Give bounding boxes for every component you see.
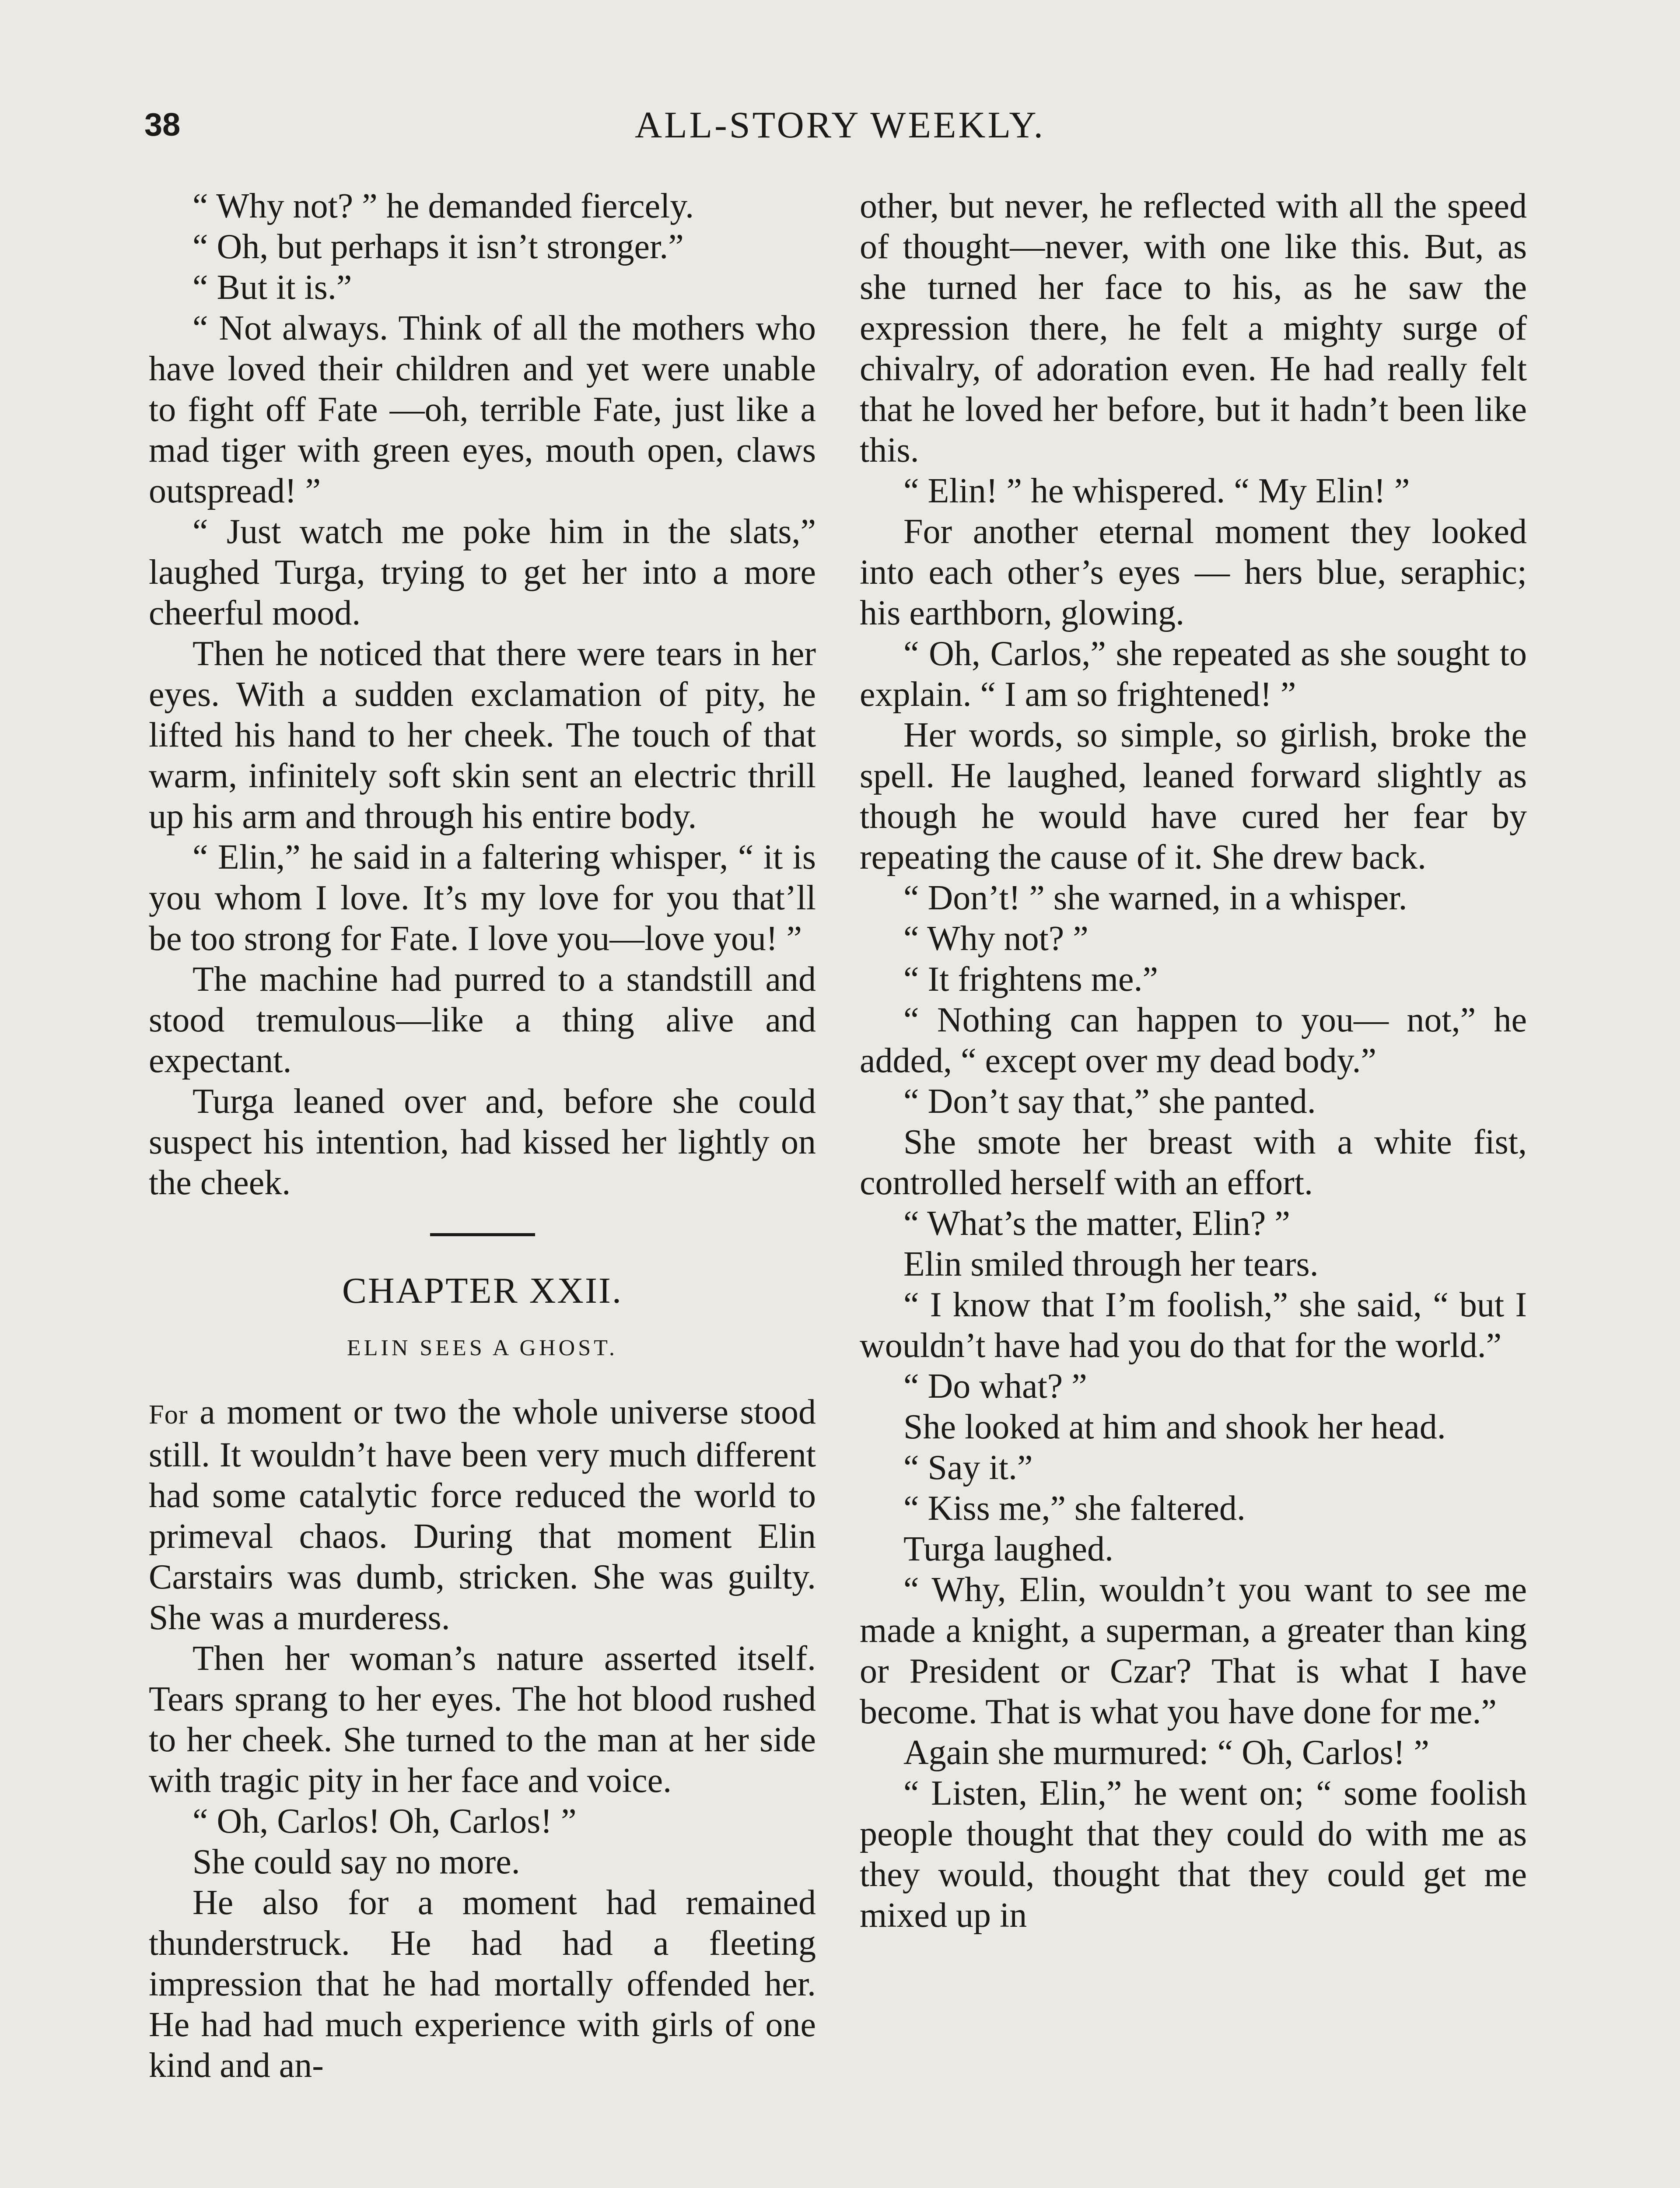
paragraph: “ Oh, Carlos,” she repeated as she sought to explain. “ I am so frightened! ” [860, 635, 1527, 714]
paragraph: “ Why not? ” [903, 919, 1088, 958]
paragraph: Again she murmured: “ Oh, Carlos! ” [903, 1733, 1429, 1772]
chapter-divider [430, 1233, 535, 1236]
paragraph: “ Why not? ” he demanded fiercely. [192, 187, 694, 225]
paragraph: Her words, so simple, so girlish, broke the spell. He laughed, leaned forward slightly as though he would have cured her fear by repeating the cause of it. She drew back. [860, 716, 1527, 877]
right-column [860, 186, 1527, 1936]
paragraph: “ Don’t! ” she warned, in a whisper. [903, 879, 1407, 917]
running-head [144, 101, 1536, 149]
paragraph: “ Not always. Think of all the mothers who have loved their children and yet were unable to fight off Fate —oh, terrible Fate, just like a mad tiger with green eyes, mouth open, claws outspread! ” [149, 309, 816, 510]
paragraph: Elin smiled through her tears. [903, 1245, 1319, 1283]
paragraph: “ Do what? ” [903, 1367, 1087, 1406]
paragraph: Turga leaned over and, before she could suspect his intention, had kissed her lightly on the cheek. [149, 1082, 816, 1202]
paragraph: Then her woman’s nature asserted itself. Tears sprang to her eyes. The hot blood rushed to her cheek. She turned to the man at her side with tragic pity in her face and voice. [149, 1639, 816, 1800]
page-number: 38 [144, 106, 181, 143]
paragraph: The machine had purred to a standstill and stood tremulous—like a thing alive and expectant. [149, 960, 816, 1080]
paragraph: “ Nothing can happen to you— not,” he added, “ except over my dead body.” [860, 1001, 1527, 1080]
magazine-title: ALL-STORY WEEKLY. [635, 104, 1045, 146]
paragraph: “ Kiss me,” she faltered. [903, 1489, 1246, 1528]
paragraph: “ Say it.” [903, 1448, 1033, 1487]
paragraph: “ Elin! ” he whispered. “ My Elin! ” [903, 472, 1410, 510]
paragraph: He also for a moment had remained thunderstruck. He had had a fleeting impression that he had mortally offended her. He had had much experience with girls of one kind and an- [149, 1883, 816, 2085]
paragraph: “ Listen, Elin,” he went on; “ some foolish people thought that they could do with me as they would, thought that they could get me mixed up in [860, 1774, 1527, 1935]
paragraph: Then he noticed that there were tears in her eyes. With a sudden exclamation of pity, he lifted his hand to her cheek. The touch of that warm, infinitely soft skin sent an electric thrill up his arm and through his entire body. [149, 635, 816, 836]
paragraph: She smote her breast with a white fist, controlled herself with an effort. [860, 1123, 1527, 1202]
paragraph: She looked at him and shook her head. [903, 1408, 1446, 1446]
paragraph: She could say no more. [192, 1843, 520, 1881]
paragraph: other, but never, he reflected with all the speed of thought—never, with one like this. But, as she turned her face to his, as he saw the expression there, he felt a mighty surge of chivalry, of adoration even. He had really felt that he loved her before, but it hadn’t been like this. [860, 187, 1527, 470]
paragraph: “ Why, Elin, wouldn’t you want to see me made a knight, a superman, a greater than king or President or Czar? That is what I have become. That is what you have done for me.” [860, 1571, 1527, 1731]
paragraph: “ Just watch me poke him in the slats,” laughed Turga, trying to get her into a more cheerful mood. [149, 512, 816, 632]
chapter-opening-paragraph [149, 1392, 816, 1638]
paragraph: “ Oh, Carlos! Oh, Carlos! ” [192, 1802, 577, 1841]
paragraph: “ Oh, but perhaps it isn’t stronger.” [192, 228, 684, 266]
paragraph: Turga laughed. [903, 1530, 1113, 1568]
opening-text: a moment or two the whole universe stood still. It wouldn’t have been very much different had some catalytic force reduced the world to primeval chaos. During that moment Elin Carstairs was dumb, stricken. She was guilty. She was a murderess. [149, 1393, 816, 1637]
left-column [149, 186, 816, 2086]
paragraph: “ It frightens me.” [903, 960, 1158, 999]
chapter-subtitle: ELIN SEES A GHOST. [346, 1336, 618, 1360]
paragraph: For another eternal moment they looked into each other’s eyes — hers blue, seraphic; his earthborn, glowing. [860, 512, 1527, 632]
chapter-title: CHAPTER XXII. [342, 1270, 623, 1311]
paragraph: “ I know that I’m foolish,” she said, “ but I wouldn’t have had you do that for the world.” [860, 1286, 1527, 1365]
drop-word: For [149, 1399, 188, 1430]
paragraph: “ Don’t say that,” she panted. [903, 1082, 1316, 1121]
paragraph: “ What’s the matter, Elin? ” [903, 1204, 1290, 1243]
paragraph: “ But it is.” [192, 268, 352, 307]
paragraph: “ Elin,” he said in a faltering whisper, “ it is you whom I love. It’s my love for you that’ll be too strong for Fate. I love you—love you! ” [149, 838, 816, 958]
